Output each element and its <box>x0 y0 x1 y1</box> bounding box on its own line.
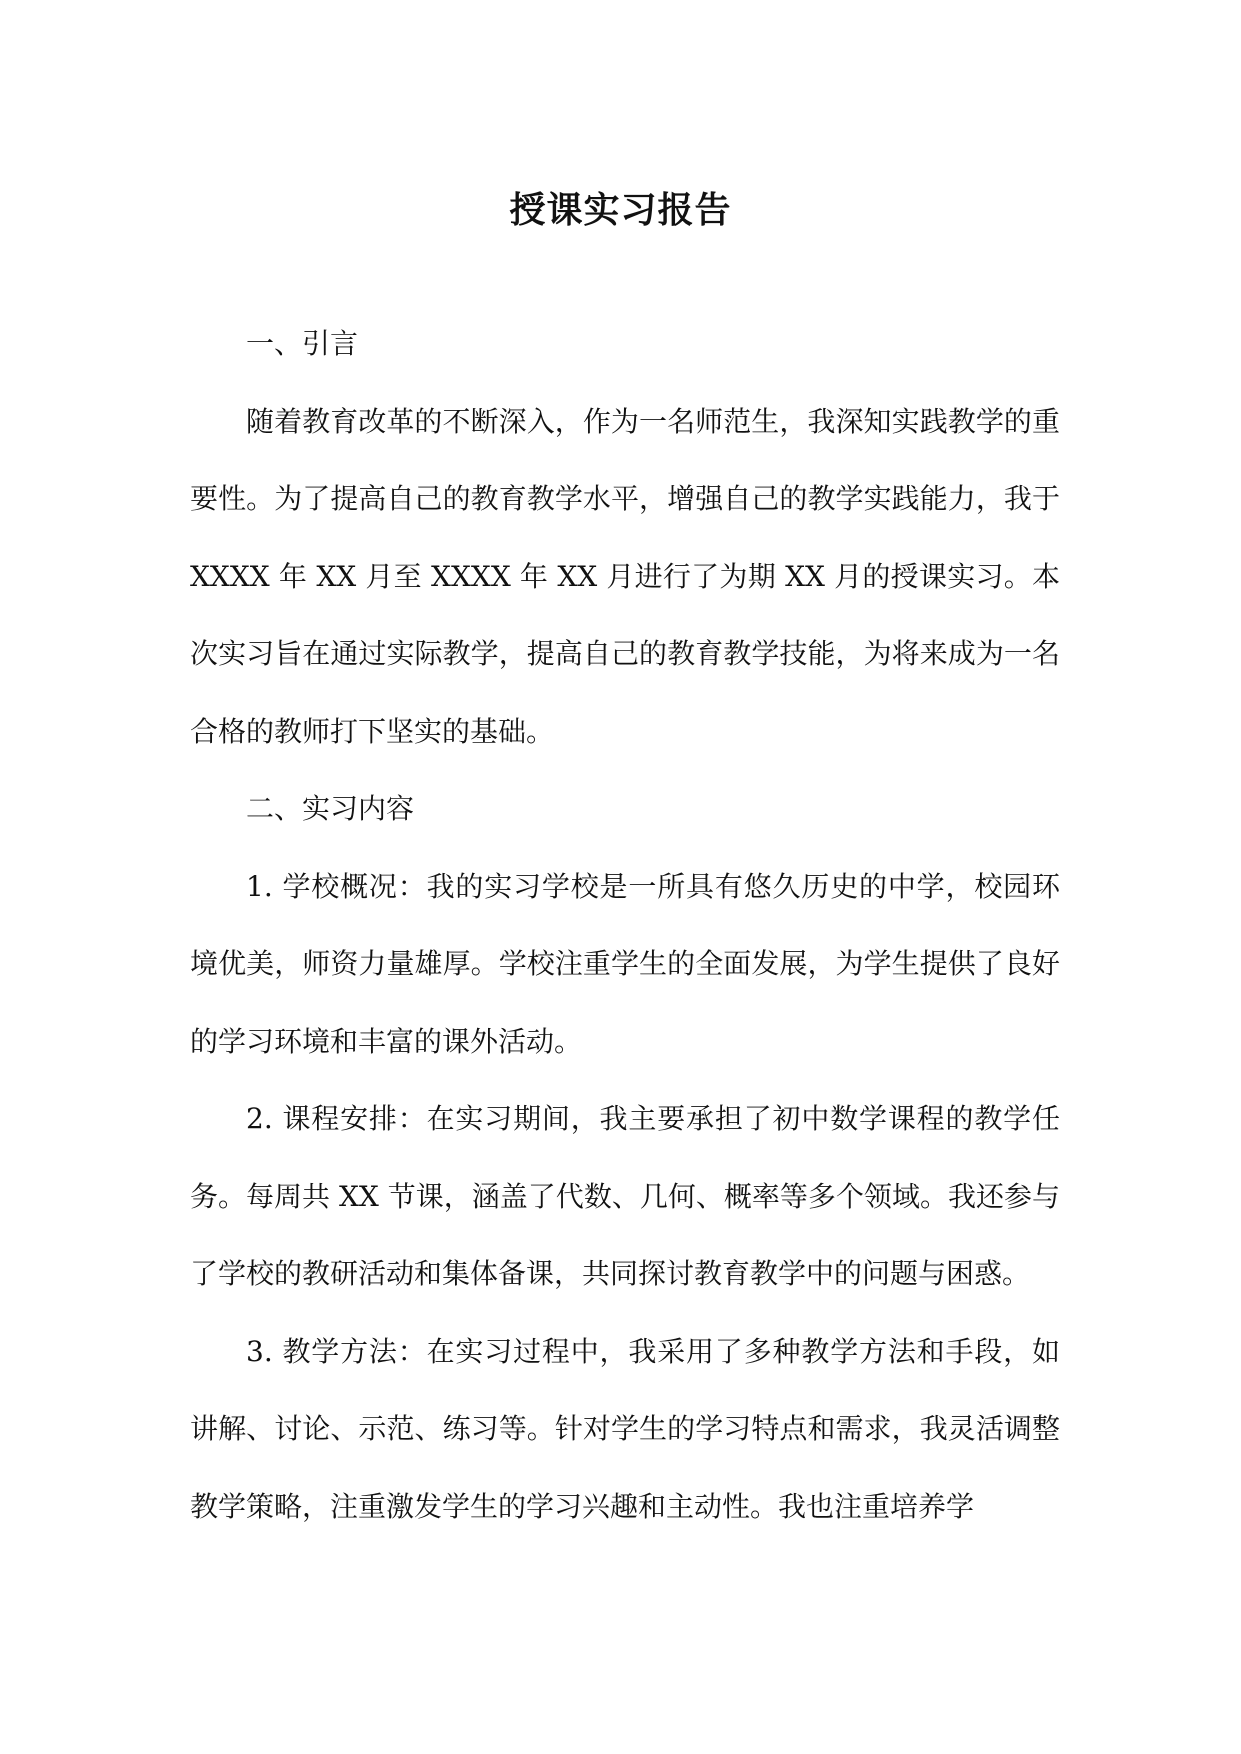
paragraph-course-schedule: 2. 课程安排：在实习期间，我主要承担了初中数学课程的教学任务。每周共 XX 节课，涵盖了代数、几何、概率等多个领域。我还参与了学校的教研活动和集体备课，共同探讨教育教学中的问题与困惑。 <box>190 1102 1060 1290</box>
document-body <box>190 305 1060 1545</box>
paragraph-teaching-methods: 3. 教学方法：在实习过程中，我采用了多种教学方法和手段，如讲解、讨论、示范、练习等。针对学生的学习特点和需求，我灵活调整教学策略，注重激发学生的学习兴趣和主动性。我也注重培养学 <box>190 1334 1060 1523</box>
document-title: 授课实习报告 <box>509 189 732 231</box>
paragraph-school-overview: 1. 学校概况：我的实习学校是一所具有悠久历史的中学，校园环境优美，师资力量雄厚。学校注重学生的全面发展，为学生提供了良好的学习环境和丰富的课外活动。 <box>190 869 1060 1058</box>
section-heading-intro: 一、引言 <box>246 327 359 360</box>
paragraph-intro: 随着教育改革的不断深入，作为一名师范生，我深知实践教学的重要性。为了提高自己的教育教学水平，增强自己的教学实践能力，我于 XXXX 年 XX 月至 XXXX 年 XX 月进行了为期 XX 月的授课实习。本次实习旨在通过实际教学，提高自己的教育教学技能，为将来成为一名合格的教师打下坚实的基础。 <box>190 404 1060 748</box>
section-heading-content: 二、实习内容 <box>246 792 415 825</box>
